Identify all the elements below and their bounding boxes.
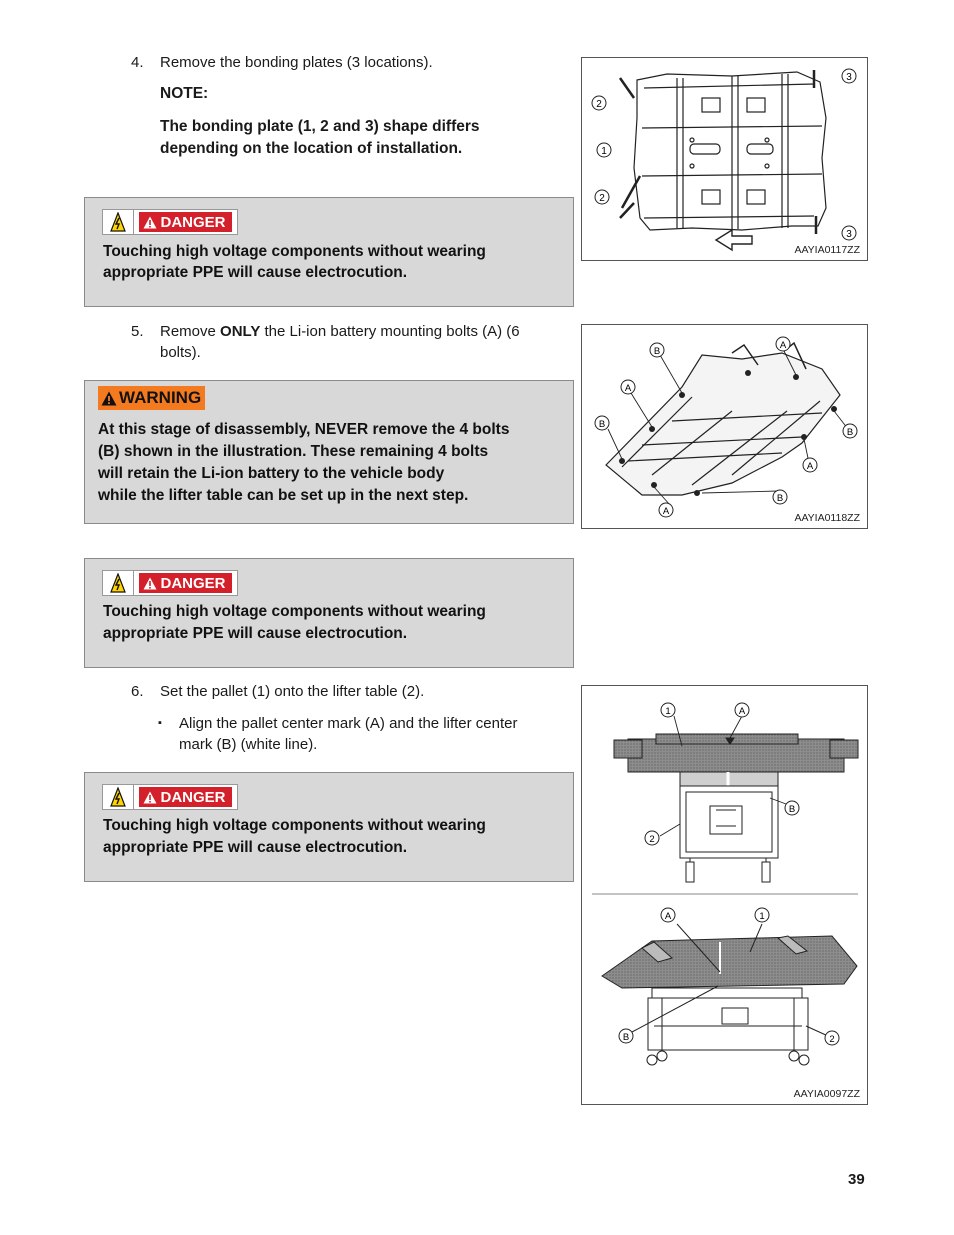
warning-text-line-3: will retain the Li-ion battery to the vehicle body xyxy=(98,465,445,482)
high-voltage-icon xyxy=(102,209,134,235)
pallet-lifter-illustration xyxy=(582,686,867,1104)
step-4-number: 4. xyxy=(131,54,144,71)
danger-badge xyxy=(102,784,238,810)
high-voltage-icon xyxy=(102,570,134,596)
fig2-callout: B xyxy=(653,346,661,357)
figure-pallet-lifter xyxy=(581,685,868,1105)
fig3-callout: B xyxy=(622,1032,630,1043)
fig2-callout: B xyxy=(598,419,606,430)
fig1-callout: 2 xyxy=(599,193,605,204)
danger-badge xyxy=(102,570,238,596)
fig3-callout: 1 xyxy=(759,911,765,922)
fig2-callout: A xyxy=(806,461,814,472)
fig2-callout: A xyxy=(779,340,787,351)
danger-text-line-2: appropriate PPE will cause electrocution. xyxy=(103,625,408,642)
danger-text-line-1: Touching high voltage components without wearing xyxy=(103,243,486,260)
note-line-1: The bonding plate (1, 2 and 3) shape differs xyxy=(160,118,480,135)
fig3-callout: 2 xyxy=(649,834,655,845)
fig1-callout: 3 xyxy=(846,72,852,83)
fig1-callout: 2 xyxy=(596,99,602,110)
danger-badge xyxy=(102,209,238,235)
high-voltage-icon xyxy=(102,784,134,810)
danger-box-1 xyxy=(84,197,574,307)
danger-box-3 xyxy=(84,772,574,882)
danger-text-line-1: Touching high voltage components without wearing xyxy=(103,817,486,834)
warning-text-line-1: At this stage of disassembly, NEVER remove the 4 bolts xyxy=(98,421,510,438)
fig1-callout: 1 xyxy=(601,146,607,157)
warning-text-line-2: (B) shown in the illustration. These remaining 4 bolts xyxy=(98,443,489,460)
note-line-2: depending on the location of installation. xyxy=(160,140,463,157)
alert-triangle-icon xyxy=(143,216,157,229)
page-number: 39 xyxy=(848,1171,865,1188)
alert-triangle-icon xyxy=(101,391,117,406)
fig2-callout: A xyxy=(662,506,670,517)
step-6-bullet-line-1: Align the pallet center mark (A) and the lifter center xyxy=(179,715,518,732)
step-6-number: 6. xyxy=(131,683,144,700)
danger-label-text: DANGER xyxy=(160,213,226,231)
step-5-emphasis: ONLY xyxy=(220,323,261,340)
danger-text-line-1: Touching high voltage components without wearing xyxy=(103,603,486,620)
warning-label-text: WARNING xyxy=(119,388,202,407)
battery-bolts-illustration xyxy=(582,325,867,528)
danger-label-text: DANGER xyxy=(160,574,226,592)
battery-underside-illustration xyxy=(582,58,867,260)
fig3-callout: A xyxy=(738,706,746,717)
danger-text-line-2: appropriate PPE will cause electrocution. xyxy=(103,839,408,856)
step-4-text: Remove the bonding plates (3 locations). xyxy=(160,54,433,71)
step-5-text xyxy=(160,321,520,342)
fig1-callout: 3 xyxy=(846,229,852,240)
fig3-callout: B xyxy=(788,804,796,815)
warning-badge xyxy=(98,386,205,410)
fig3-callout: A xyxy=(664,911,672,922)
fig2-callout: B xyxy=(846,427,854,438)
step-5-suffix: the Li-ion battery mounting bolts (A) (6 xyxy=(260,323,520,340)
danger-label-text: DANGER xyxy=(160,788,226,806)
fig2-callout: B xyxy=(776,493,784,504)
step-5-prefix: Remove xyxy=(160,323,221,340)
note-label: NOTE: xyxy=(160,85,209,102)
fig3-callout: 2 xyxy=(829,1034,835,1045)
figure-code: AAYIA0117ZZ xyxy=(794,244,860,256)
warning-text-line-4: while the lifter table can be set up in the next step. xyxy=(98,487,469,504)
warning-box xyxy=(84,380,574,524)
step-6-bullet-line-2: mark (B) (white line). xyxy=(179,736,318,753)
alert-triangle-icon xyxy=(143,791,157,804)
figure-mounting-bolts xyxy=(581,324,868,529)
danger-box-2 xyxy=(84,558,574,668)
step-5-number: 5. xyxy=(131,323,144,340)
fig3-callout: 1 xyxy=(665,706,671,717)
step-6-text: Set the pallet (1) onto the lifter table (2). xyxy=(160,683,425,700)
bullet-icon: ▪ xyxy=(158,717,162,729)
step-5-line-2: bolts). xyxy=(160,344,201,361)
figure-code: AAYIA0097ZZ xyxy=(793,1088,860,1100)
figure-code: AAYIA0118ZZ xyxy=(794,512,860,524)
danger-text-line-2: appropriate PPE will cause electrocution. xyxy=(103,264,408,281)
figure-bonding-plates xyxy=(581,57,868,261)
fig2-callout: A xyxy=(624,383,632,394)
alert-triangle-icon xyxy=(143,577,157,590)
